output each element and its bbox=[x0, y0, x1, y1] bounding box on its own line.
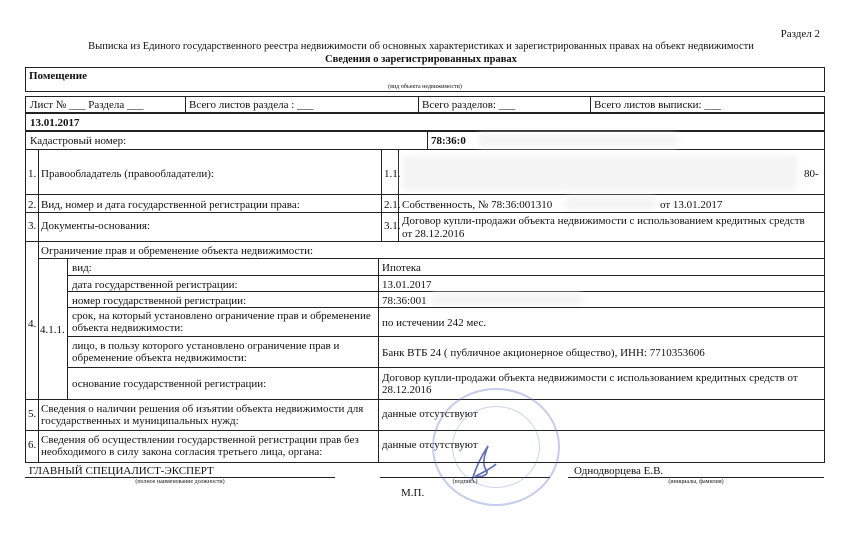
section-sheets-total: Всего листов раздела : ___ bbox=[189, 99, 314, 111]
row5-label-line1: Сведения о наличии решения об изъятии объекта недвижимости для bbox=[41, 403, 364, 415]
official-name: Однодворцева Е.В. bbox=[574, 465, 664, 477]
encumbrance-regdate-label: дата государственной регистрации: bbox=[72, 279, 238, 291]
encumbrance-basis-value-line2: 28.12.2016 bbox=[382, 384, 432, 396]
position-caption: (полное наименование должности) bbox=[135, 479, 225, 485]
row3-label: Документы-основания: bbox=[41, 220, 151, 232]
encumbrance-regnum-label: номер государственной регистрации: bbox=[72, 295, 247, 307]
extract-date: 13.01.2017 bbox=[30, 117, 80, 129]
row4-subnumber: 4.1.1. bbox=[40, 324, 65, 336]
sheet-divider-1 bbox=[185, 96, 186, 113]
extract-sheets-total: Всего листов выписки: ___ bbox=[594, 99, 721, 111]
cadastral-bottom bbox=[25, 149, 825, 150]
row6-label-line1: Сведения об осуществлении государственной регистрации прав без bbox=[41, 434, 359, 446]
row4-value-line bbox=[378, 258, 379, 463]
cadastral-label: Кадастровый номер: bbox=[30, 135, 127, 147]
document-title: Выписка из Единого государственного реестра недвижимости об основных характеристиках и зарегистрированных правах на объект недвижимости bbox=[88, 41, 754, 52]
seal-place: М.П. bbox=[401, 487, 425, 499]
row3-subnumber: 3.1. bbox=[384, 220, 401, 232]
row4-line-2 bbox=[67, 291, 825, 292]
row1-label: Правообладатель (правообладатели): bbox=[41, 168, 215, 180]
name-caption: (инициалы, фамилия) bbox=[668, 479, 724, 485]
row1-bottom bbox=[25, 194, 825, 195]
sheet-divider-3 bbox=[590, 96, 591, 113]
name-underline bbox=[568, 477, 824, 478]
row3-bottom bbox=[25, 241, 825, 242]
row4-line-1 bbox=[67, 275, 825, 276]
encumbrance-regnum-value: 78:36:001 bbox=[382, 295, 427, 307]
row4-bottom bbox=[25, 399, 825, 400]
redaction bbox=[478, 134, 678, 147]
row5-number: 5. bbox=[28, 408, 37, 420]
sheet-divider-2 bbox=[418, 96, 419, 113]
row5-label-line2: государственных и муниципальных нужд: bbox=[41, 415, 239, 427]
row4-subcol-line bbox=[67, 258, 68, 399]
row1-number: 1. bbox=[28, 168, 37, 180]
row4-number: 4. bbox=[28, 318, 37, 330]
encumbrance-term-label-line1: срок, на который установлено ограничение прав и обременение bbox=[72, 310, 371, 322]
object-type-caption: (вид объекта недвижимости) bbox=[388, 84, 462, 90]
row3-value-line1: Договор купли-продажи объекта недвижимости с использованием кредитных средств bbox=[402, 215, 805, 227]
redaction bbox=[432, 293, 582, 306]
official-position: ГЛАВНЫЙ СПЕЦИАЛИСТ-ЭКСПЕРТ bbox=[29, 465, 214, 477]
encumbrance-person-value: Банк ВТБ 24 ( публичное акционерное общество), ИНН: 7710353606 bbox=[382, 347, 705, 359]
row3-value-line2: от 28.12.2016 bbox=[402, 228, 465, 240]
row1-subnumber: 1.1. bbox=[384, 168, 401, 180]
redaction bbox=[402, 156, 797, 190]
encumbrance-basis-value-line1: Договор купли-продажи объекта недвижимости с использованием кредитных средств от bbox=[382, 372, 798, 384]
cadastral-divider bbox=[427, 131, 428, 149]
subnum-line-a bbox=[381, 149, 382, 241]
encumbrance-term-label-line2: объекта недвижимости: bbox=[72, 322, 184, 334]
encumbrance-term-value: по истечении 242 мес. bbox=[382, 317, 487, 329]
encumbrance-person-label-line2: обременение объекта недвижимости: bbox=[72, 352, 247, 364]
document-subtitle: Сведения о зарегистрированных правах bbox=[325, 54, 517, 65]
row2-number: 2. bbox=[28, 199, 37, 211]
sheet-number: Лист № ___ Раздела ___ bbox=[30, 99, 144, 111]
row1-value-tail: 80- bbox=[804, 168, 819, 180]
row4-line-3 bbox=[67, 307, 825, 308]
row6-number: 6. bbox=[28, 439, 37, 451]
handwritten-signature bbox=[462, 440, 502, 485]
sections-total: Всего разделов: ___ bbox=[422, 99, 516, 111]
object-type: Помещение bbox=[29, 70, 87, 82]
row2-label: Вид, номер и дата государственной регистрации права: bbox=[41, 199, 300, 211]
date-row bbox=[25, 113, 825, 131]
encumbrance-kind-label: вид: bbox=[72, 262, 92, 274]
row5-bottom bbox=[25, 430, 825, 431]
encumbrance-kind-value: Ипотека bbox=[382, 262, 421, 274]
row2-subnumber: 2.1. bbox=[384, 199, 401, 211]
encumbrance-regdate-value: 13.01.2017 bbox=[382, 279, 432, 291]
row2-bottom bbox=[25, 212, 825, 213]
row5-value: данные отсутствуют bbox=[382, 408, 478, 420]
redaction bbox=[565, 197, 655, 210]
row3-number: 3. bbox=[28, 220, 37, 232]
cadastral-number: 78:36:0 bbox=[431, 135, 466, 147]
row4-header-bottom bbox=[38, 258, 825, 259]
encumbrance-basis-label: основание государственной регистрации: bbox=[72, 378, 267, 390]
row2-value: Собственность, № 78:36:001310 bbox=[402, 199, 553, 211]
row6-value: данные отсутствуют bbox=[382, 439, 478, 451]
section-number: Раздел 2 bbox=[780, 28, 820, 40]
num-column-line bbox=[38, 149, 39, 463]
signature-caption: (подпись) bbox=[452, 479, 478, 485]
row4-label: Ограничение прав и обременение объекта недвижимости: bbox=[41, 245, 314, 257]
row4-line-5 bbox=[67, 367, 825, 368]
row2-value-date: от 13.01.2017 bbox=[660, 199, 723, 211]
row6-label-line2: необходимого в силу закона согласия третьего лица, органа: bbox=[41, 446, 323, 458]
encumbrance-person-label-line1: лицо, в пользу которого установлено ограничение прав и bbox=[72, 340, 340, 352]
position-underline bbox=[25, 477, 335, 478]
row4-line-4 bbox=[67, 336, 825, 337]
